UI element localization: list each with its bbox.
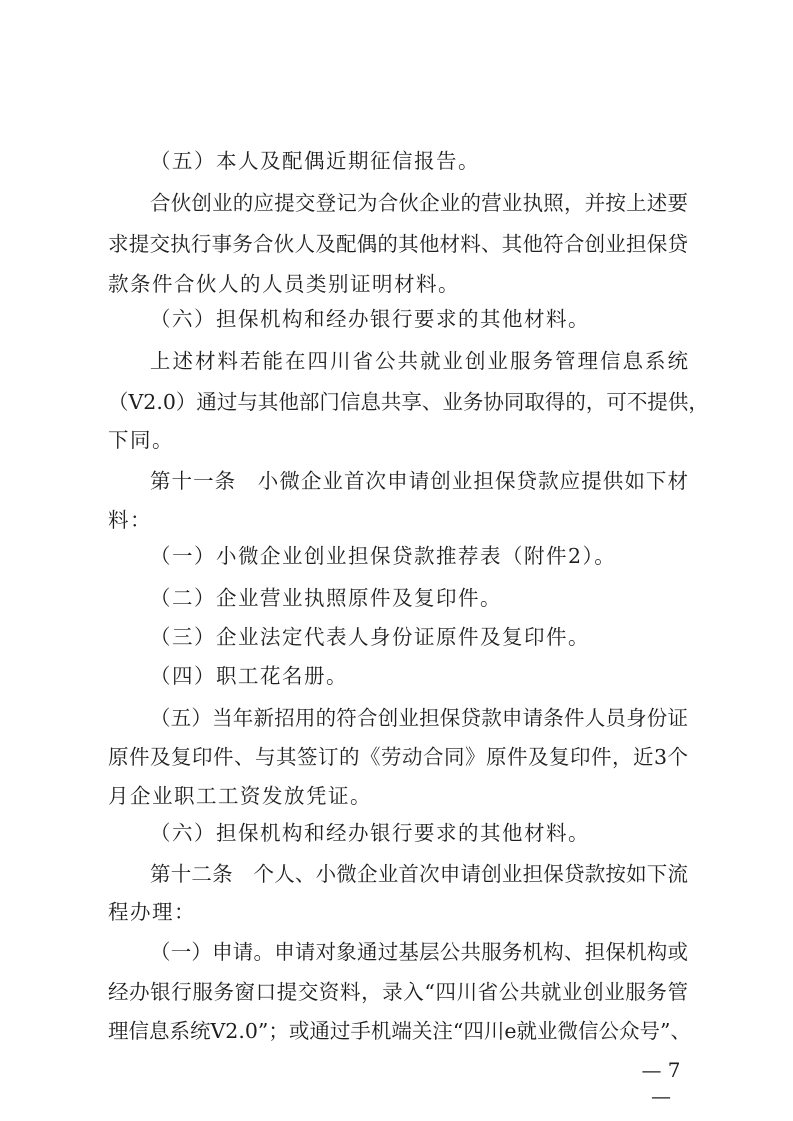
text-line: （五）本人及配偶近期征信报告。 — [150, 149, 480, 173]
text-line: 料： — [108, 508, 152, 532]
text-line: 原件及复印件、与其签订的《劳动合同》原件及复印件，近3个 — [108, 745, 688, 769]
text-line: （五）当年新招用的符合创业担保贷款申请条件人员身份证 — [150, 706, 688, 730]
text-line: （V2.0）通过与其他部门信息共享、业务协同取得的，可不提供， — [108, 390, 709, 414]
article-heading-12: 第十二条 个人、小微企业首次申请创业担保贷款按如下流 — [150, 862, 688, 886]
text-line: （一）小微企业创业担保贷款推荐表（附件2）。 — [150, 544, 617, 568]
text-line: 理信息系统V2.0”；或通过手机端关注“四川e就业微信公众号”、 — [108, 1019, 691, 1043]
text-line: 上述材料若能在四川省公共就业创业服务管理信息系统 — [150, 349, 688, 373]
text-line: 款条件合伙人的人员类别证明材料。 — [108, 272, 460, 296]
text-line: （二）企业营业执照原件及复印件。 — [150, 586, 502, 610]
text-line: 经办银行服务窗口提交资料，录入“四川省公共就业创业服务管 — [108, 980, 688, 1004]
text-line: （六）担保机构和经办银行要求的其他材料。 — [150, 821, 590, 845]
text-line: 合伙创业的应提交登记为合伙企业的营业执照，并按上述要 — [150, 191, 688, 215]
article-heading-11: 第十一条 小微企业首次申请创业担保贷款应提供如下材 — [150, 469, 688, 493]
text-line: 月企业职工工资发放凭证。 — [108, 784, 372, 808]
text-line: 程办理： — [108, 900, 196, 924]
text-line: （六）担保机构和经办银行要求的其他材料。 — [150, 307, 590, 331]
page-number: — 7 — — [641, 1058, 681, 1108]
text-line: （一）申请。申请对象通过基层公共服务机构、担保机构或 — [150, 940, 688, 964]
text-line: （四）职工花名册。 — [150, 664, 348, 688]
text-line: 下同。 — [108, 428, 174, 452]
text-line: （三）企业法定代表人身份证原件及复印件。 — [150, 625, 590, 649]
text-line: 求提交执行事务合伙人及配偶的其他材料、其他符合创业担保贷 — [108, 232, 688, 256]
